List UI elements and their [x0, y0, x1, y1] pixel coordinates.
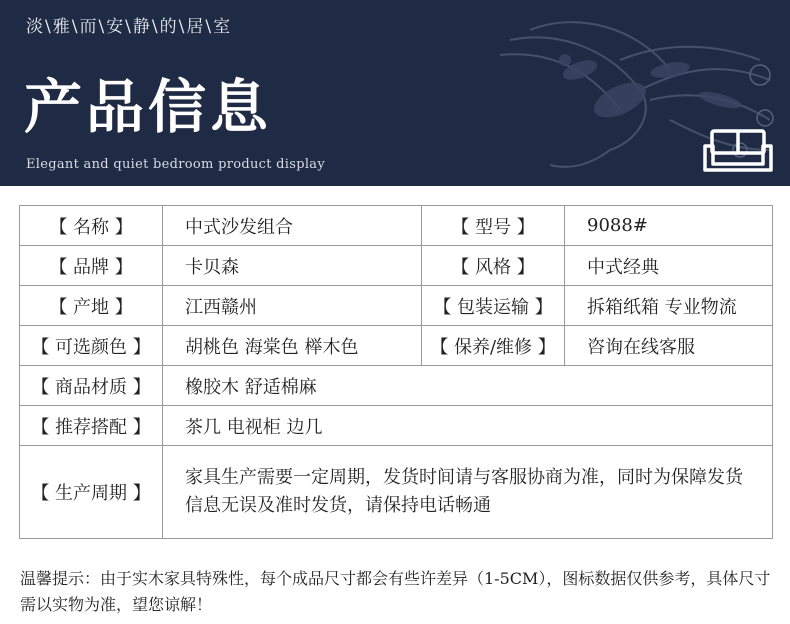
origin-label: 【 产地 】 [20, 286, 163, 326]
page-title: 产品信息 [24, 73, 273, 141]
name-label: 【 名称 】 [20, 206, 163, 246]
table-row [20, 286, 773, 326]
pairing-value: 茶几 电视柜 边几 [163, 406, 773, 446]
packaging-label: 【 包装运输 】 [422, 286, 565, 326]
model-label: 【 型号 】 [422, 206, 565, 246]
cycle-value: 家具生产需要一定周期，发货时间请与客服协商为准，同时为保障发货信息无误及准时发货，请保持电话畅通 [163, 446, 773, 539]
brand-value: 卡贝森 [163, 246, 422, 286]
brand-label: 【 品牌 】 [20, 246, 163, 286]
table-row [20, 366, 773, 406]
banner-tagline: 淡\雅\而\安\静\的\居\室 [26, 17, 233, 37]
header-banner [0, 0, 790, 186]
table-row [20, 206, 773, 246]
table-row [20, 406, 773, 446]
packaging-value: 拆箱纸箱 专业物流 [565, 286, 773, 326]
cycle-label: 【 生产周期 】 [20, 446, 163, 539]
product-spec-table [19, 205, 773, 539]
color-value: 胡桃色 海棠色 榉木色 [163, 326, 422, 366]
warm-tip: 温馨提示：由于实木家具特殊性，每个成品尺寸都会有些许差异（1-5CM），图标数据仅供参考，具体尺寸需以实物为准，望您谅解！ [20, 569, 771, 614]
style-value: 中式经典 [565, 246, 773, 286]
sofa-icon [702, 128, 774, 174]
model-value: 9088# [565, 206, 773, 246]
table-row [20, 326, 773, 366]
banner-subtitle: Elegant and quiet bedroom product display [26, 157, 326, 172]
maintenance-value: 咨询在线客服 [565, 326, 773, 366]
material-value: 橡胶木 舒适棉麻 [163, 366, 773, 406]
pairing-label: 【 推荐搭配 】 [20, 406, 163, 446]
origin-value: 江西赣州 [163, 286, 422, 326]
style-label: 【 风格 】 [422, 246, 565, 286]
maintenance-label: 【 保养/维修 】 [422, 326, 565, 366]
name-value: 中式沙发组合 [163, 206, 422, 246]
color-label: 【 可选颜色 】 [20, 326, 163, 366]
material-label: 【 商品材质 】 [20, 366, 163, 406]
table-row [20, 446, 773, 539]
table-row [20, 246, 773, 286]
